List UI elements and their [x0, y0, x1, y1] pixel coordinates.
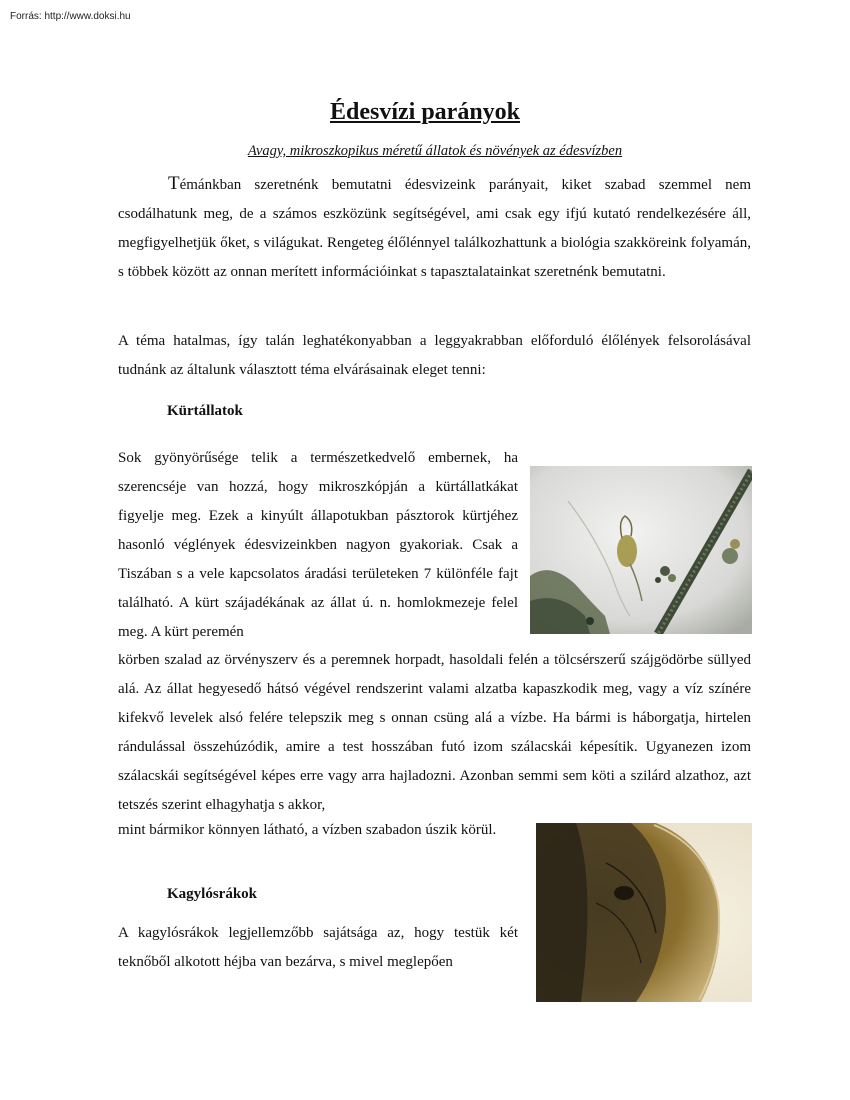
page-subtitle: Avagy, mikroszkopikus méretű állatok és növények az édesvízben — [247, 143, 623, 159]
kurtallatok-paragraph-wrapped: Sok gyönyörűsége telik a természetkedvelő embernek, ha szerencséje van hozzá, hogy mikroszkópján a kürtállatkákat figyelje meg. Ezek a kinyúlt állapotukban pásztorok kürtjéhez hasonló véglények édesvizeinkben nagyon gyakoriak. Csak a Tiszában s a vele kapcsolatos áradási területeken 7 különféle fajt található. A kürt szájadékának az állat ú. n. homlokmezeje felel meg. A kürt peremén — [118, 450, 518, 640]
kurtallatok-paragraph-end: mint bármikor könnyen látható, a vízben szabadon úszik körül. — [118, 822, 497, 838]
kagylosrakok-paragraph: A kagylósrákok legjellemzőbb sajátsága az, hogy testük két teknőből alkotott héjba van bezárva, s mivel meglepően — [118, 925, 518, 970]
kurtallatok-paragraph-full: körben szalad az örvényszerv és a peremnek horpadt, hasoldali felén a tölcsérszerű szájgödörbe süllyed alá. Az állat hegyesedő hátsó végével rendszerint valami alzatba kapaszkodik meg, vagy a víz színére kifekvő levelek alsó felére telepszik meg s onnan csüng alá a vízbe. Ha bármi is háborgatja, hirtelen rándulással összehúzódik, amire a test hosszában futó izom szálacskái képesítik. Ugyanezen izom szálacskái segítségével képes erre vagy arra hajladozni. Azonban semmi sem köti a szilárd alzathoz, azt tetszés szerint elhagyhatja s akkor, — [118, 652, 751, 813]
section-heading-kagylosrakok: Kagylósrákok — [167, 886, 258, 902]
source-line: Forrás: http://www.doksi.hu — [10, 11, 131, 22]
topic-paragraph: A téma hatalmas, így talán leghatékonyabban a leggyakrabban előforduló élőlények felsorolásával tudnánk az általunk választott téma elvárásainak eleget tenni: — [118, 333, 751, 378]
page-title: Édesvízi parányok — [329, 99, 521, 125]
stentor-micrograph — [530, 466, 752, 634]
intro-paragraph: Témánkban szeretnénk bemutatni édesvizeink parányait, kiket szabad szemmel nem csodálhatunk meg, de a számos eszközünk segítségével, ami csak egy ifjú kutató rendelkezésére áll, megfigyelhetjük őket, s világukat. Rengeteg élőlénnyel találkozhattunk a biológia szakköreink folyamán, s többek között az onnan merített információinkat s tapasztalatainkat szeretnénk bemutatni. — [118, 173, 751, 280]
ostracod-micrograph — [536, 823, 752, 1002]
section-heading-kurtallatok: Kürtállatok — [167, 403, 243, 419]
